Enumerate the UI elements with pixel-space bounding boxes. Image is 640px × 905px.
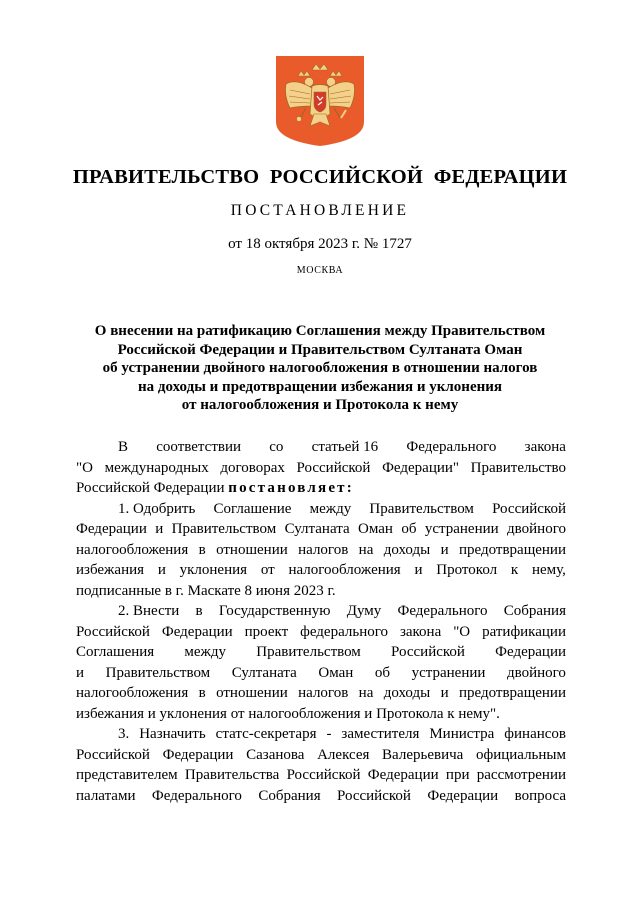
word: уклонения bbox=[179, 562, 248, 578]
word: Оман bbox=[318, 664, 354, 681]
item1-line-1 bbox=[76, 499, 566, 520]
word: Государственную bbox=[218, 603, 331, 619]
intro-prefix: Российской Федерации bbox=[76, 480, 229, 496]
word: Российской bbox=[337, 787, 411, 804]
intro-line-2: "О международных договорах Российской Федерации" Правительство bbox=[76, 459, 566, 476]
word: и bbox=[414, 562, 423, 578]
word: 1. Одобрить bbox=[118, 500, 196, 517]
item1-line-2: Федерации и Правительством Султаната Оман об устранении двойного bbox=[76, 521, 566, 537]
word: нему, bbox=[531, 562, 566, 578]
word: Султаната bbox=[231, 664, 297, 681]
word: и bbox=[76, 664, 85, 681]
document-body bbox=[76, 437, 566, 806]
item2-line-3 bbox=[76, 642, 566, 663]
word: со bbox=[269, 439, 284, 455]
word: между bbox=[309, 500, 352, 517]
date-number-line: от 18 октября 2023 г. № 1727 bbox=[228, 236, 412, 252]
word: Федерации bbox=[495, 644, 566, 660]
intro-line-3 bbox=[76, 478, 566, 499]
word: к bbox=[510, 562, 519, 578]
word: Федерального bbox=[151, 787, 242, 804]
word: Правительством bbox=[369, 500, 474, 517]
word: двойного bbox=[506, 664, 566, 681]
resolves-keyword: постановляет: bbox=[228, 480, 354, 496]
item1-line-5: подписанные в г. Маскате 8 июня 2023 г. bbox=[76, 582, 336, 599]
item2-line-5: налогообложения в отношении налогов на доходы и предотвращении bbox=[76, 685, 566, 701]
word: соответствии bbox=[156, 439, 242, 455]
word: Протокол bbox=[436, 562, 498, 578]
word: статьей 16 bbox=[311, 439, 379, 455]
word: 2. Внести bbox=[118, 603, 180, 619]
title-line: О внесении на ратификацию Соглашения между Правительством bbox=[94, 323, 546, 339]
intro-line-1 bbox=[76, 437, 566, 458]
word: Соглашения bbox=[76, 644, 155, 660]
title-line: от налогообложения и Протокола к нему bbox=[181, 397, 459, 414]
item2-line-4 bbox=[76, 663, 566, 684]
word: в bbox=[195, 603, 203, 619]
item3-line-3: представителем Правительства Российской Федерации при рассмотрении bbox=[76, 767, 566, 783]
word: Федерации bbox=[427, 787, 499, 804]
item2-line-2: Российской Федерации проект федерального закона "О ратификации bbox=[76, 623, 566, 640]
item1-line-4 bbox=[76, 560, 566, 581]
item2-line-1 bbox=[76, 601, 566, 622]
organization-title: ПРАВИТЕЛЬСТВО РОССИЙСКОЙ ФЕДЕРАЦИИ bbox=[72, 166, 568, 188]
word: избежания bbox=[76, 562, 145, 578]
word: налогообложения bbox=[288, 562, 401, 578]
item2-line-6: избежания и уклонения от налогообложения и Протокола к нему". bbox=[76, 705, 500, 722]
word: и bbox=[157, 562, 166, 578]
word: от bbox=[260, 562, 275, 578]
word: Российской bbox=[391, 644, 465, 660]
word: В bbox=[118, 439, 129, 455]
document-title bbox=[60, 322, 580, 415]
word: об bbox=[374, 664, 390, 681]
word: Думу bbox=[346, 603, 382, 619]
word: палатами bbox=[76, 787, 136, 804]
word: Правительством bbox=[256, 644, 361, 660]
item3-line-4 bbox=[76, 786, 566, 807]
word: Собрания bbox=[258, 787, 321, 804]
item1-line-3: налогообложения в отношении налогов на доходы и предотвращении bbox=[76, 541, 566, 558]
title-line: об устранении двойного налогообложения в отношении налогов bbox=[102, 360, 538, 377]
word: Федерального bbox=[406, 439, 497, 455]
document-type: ПОСТАНОВЛЕНИЕ bbox=[230, 202, 410, 219]
word: Федерального bbox=[397, 603, 488, 619]
word: вопроса bbox=[514, 787, 566, 804]
word: Правительством bbox=[105, 664, 211, 681]
title-line: Российской Федерации и Правительством Султаната Оман bbox=[117, 341, 523, 358]
word: устранении bbox=[411, 664, 486, 681]
item3-line-2: Российской Федерации Сазанова Алексея Валерьевича официальным bbox=[76, 746, 566, 763]
city-name: МОСКВА bbox=[296, 265, 344, 276]
word: Соглашение bbox=[213, 500, 292, 517]
russian-coat-of-arms-emblem bbox=[276, 56, 364, 146]
word: Российской bbox=[492, 500, 566, 517]
word: Собрания bbox=[503, 603, 566, 619]
item3-line-1: 3. Назначить статс-секретаря - заместителя Министра финансов bbox=[118, 726, 566, 742]
word: закона bbox=[524, 439, 566, 455]
title-line: на доходы и предотвращении избежания и уклонения bbox=[138, 378, 502, 395]
word: между bbox=[184, 644, 227, 660]
